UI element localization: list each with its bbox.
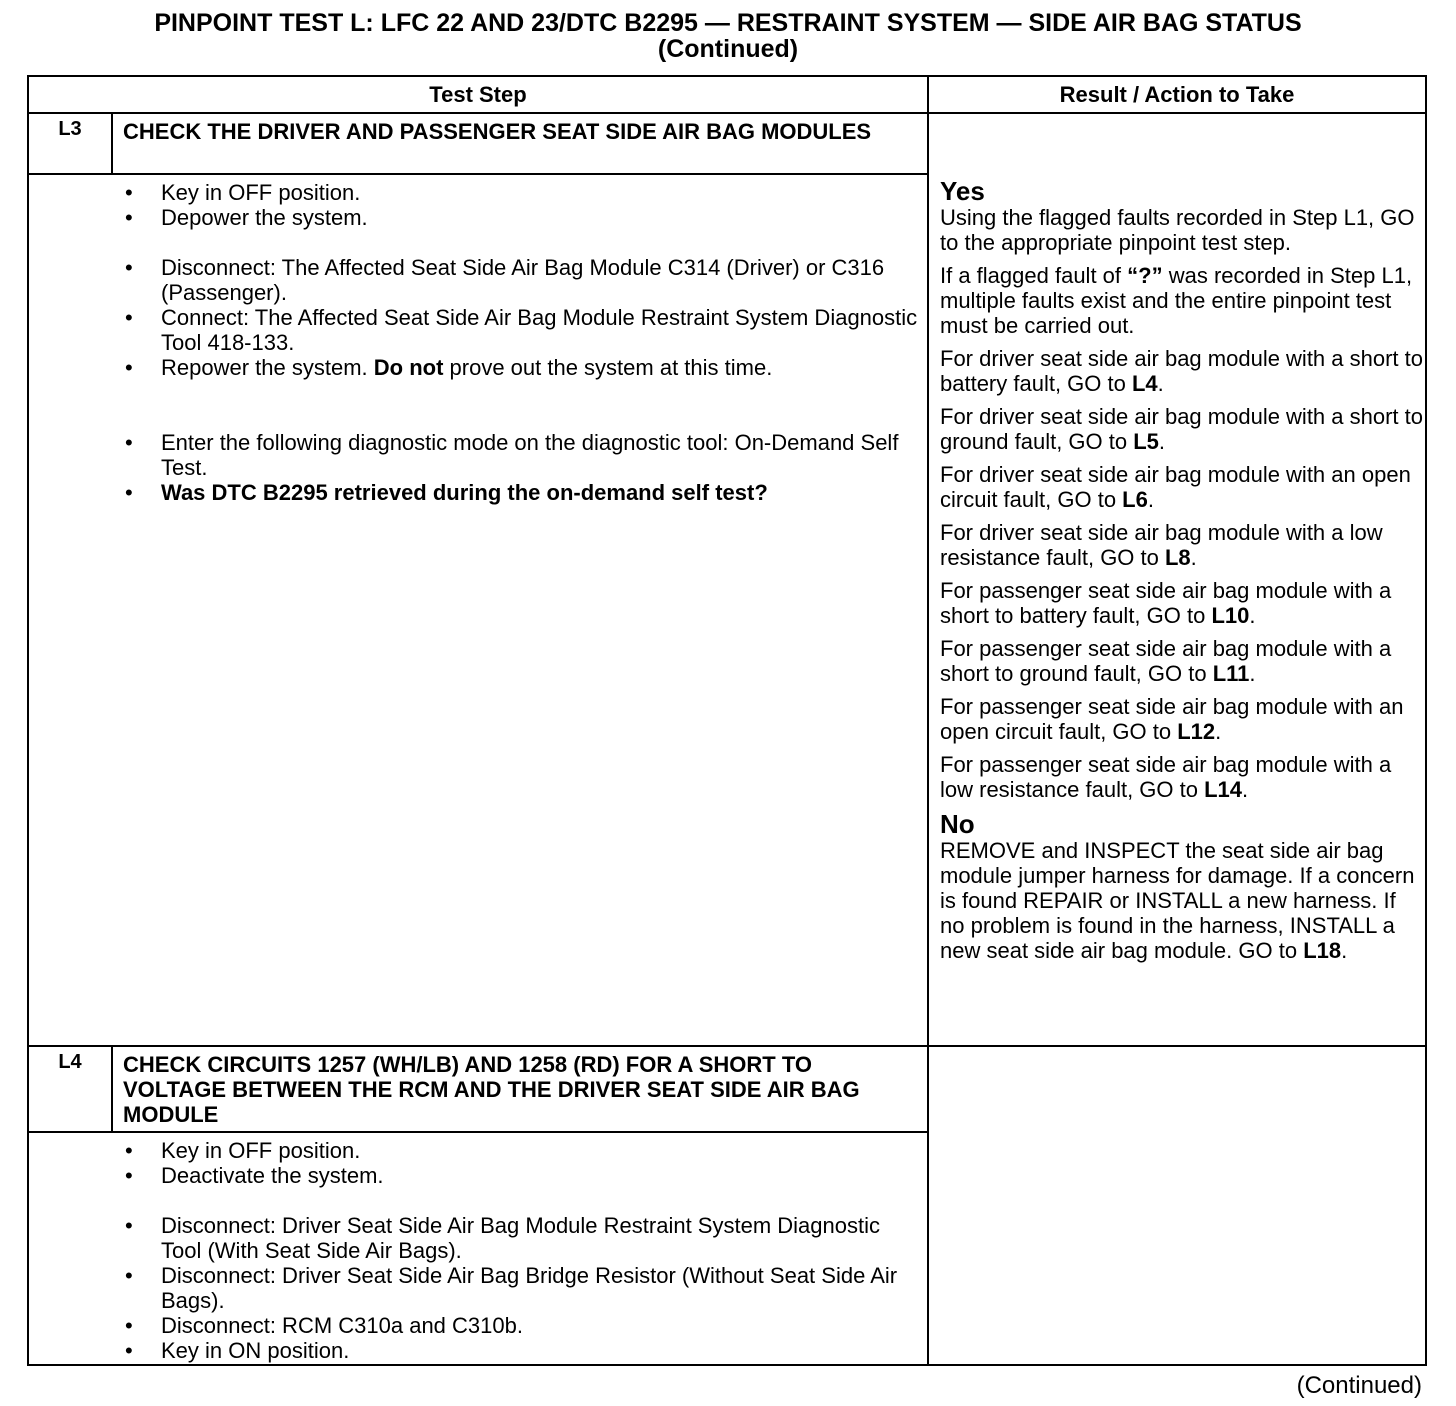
answer-no-label: No [940,809,975,839]
action-item: • Disconnect: Driver Seat Side Air Bag Module Restraint System Diagnostic Tool (With Seat Side Air Bags). [121,1213,921,1263]
action-item: • Deactivate the system. [121,1163,921,1188]
yes-intro: Using the flagged faults recorded in Step L1, GO to the appropriate pinpoint test step. [940,205,1415,255]
goto-text: For passenger seat side air bag module with a short to ground fault, GO to [940,636,1392,686]
goto-text: For driver seat side air bag module with a short to battery fault, GO to [940,346,1424,396]
action-item: • Enter the following diagnostic mode on the diagnostic tool: On-Demand Self Test. [121,430,921,480]
step-id-l4: L4 [58,1051,82,1073]
no-target: L18 [1303,938,1342,963]
goto-item: For driver seat side air bag module with a short to battery fault, GO to L4. [940,346,1424,396]
step-actions-l3 [121,180,921,505]
pinpoint-test-table [27,75,1427,1366]
step-id-divider-l4 [111,1047,113,1133]
no-text: REMOVE and INSPECT the seat side air bag module jumper harness for damage. If a concern is found REPAIR or INSTALL a new harness. If no problem is found in the harness, INSTALL a new seat side air bag module. GO to [940,838,1415,963]
title-line-1: PINPOINT TEST L: LFC 22 AND 23/DTC B2295 — RESTRAINT SYSTEM — SIDE AIR BAG STATUS [154,9,1302,37]
action-text: Repower the system. [161,355,374,380]
goto-target: L6 [1122,487,1148,512]
action-item: • Depower the system. [121,205,921,230]
l3-title-divider [29,173,927,175]
goto-text: For driver seat side air bag module with a short to ground fault, GO to [940,404,1424,454]
goto-item: For driver seat side air bag module with an open circuit fault, GO to L6. [940,462,1411,512]
goto-item: For passenger seat side air bag module with a low resistance fault, GO to L14. [940,752,1392,802]
goto-text: For passenger seat side air bag module with a low resistance fault, GO to [940,752,1392,802]
step-title-l4: CHECK CIRCUITS 1257 (WH/LB) AND 1258 (RD) FOR A SHORT TO VOLTAGE BETWEEN THE RCM AND THE DRIVER SEAT SIDE AIR BAG MODULE [123,1052,860,1127]
header-test-step: Test Step [429,82,527,107]
continued-note: (Continued) [1296,1372,1422,1399]
goto-item: For passenger seat side air bag module with an open circuit fault, GO to L12. [940,694,1404,744]
goto-text: For passenger seat side air bag module with an open circuit fault, GO to [940,694,1404,744]
goto-target: L14 [1204,777,1243,802]
page-title [0,10,1456,62]
goto-text: For driver seat side air bag module with an open circuit fault, GO to [940,462,1411,512]
goto-target: L5 [1133,429,1159,454]
action-question [121,480,921,505]
title-line-2: (Continued) [657,35,799,63]
action-item [121,355,921,380]
no-action: REMOVE and INSPECT the seat side air bag module jumper harness for damage. If a concern is found REPAIR or INSTALL a new harness. If no problem is found in the harness, INSTALL a new seat side air bag module. GO to L18. [940,838,1415,963]
action-emphasis: Do not [373,355,444,380]
step-title-l3: CHECK THE DRIVER AND PASSENGER SEAT SIDE AIR BAG MODULES [123,119,872,144]
goto-item: For driver seat side air bag module with a low resistance fault, GO to L8. [940,520,1383,570]
note-text: was recorded in Step L1, multiple faults exist and the entire pinpoint test must be carried out. [940,263,1413,338]
step-actions-l4 [121,1138,921,1363]
goto-target: L11 [1212,661,1250,686]
answer-yes-label: Yes [940,176,985,206]
header-result: Result / Action to Take [1059,82,1295,107]
flagged-fault-note [940,263,1425,338]
goto-item: For passenger seat side air bag module with a short to battery fault, GO to L10. [940,578,1392,628]
column-divider [927,77,929,1364]
note-symbol: “?” [1127,263,1163,288]
goto-target: L10 [1211,603,1250,628]
goto-text: For passenger seat side air bag module with a short to battery fault, GO to [940,578,1392,628]
action-item: • Disconnect: Driver Seat Side Air Bag Bridge Resistor (Without Seat Side Air Bags). [121,1263,921,1313]
action-item: • Connect: The Affected Seat Side Air Bag Module Restraint System Diagnostic Tool 418-133. [121,305,921,355]
goto-text: For driver seat side air bag module with a low resistance fault, GO to [940,520,1383,570]
action-item: • Key in OFF position. [121,180,921,205]
l3-l4-divider [29,1045,1425,1047]
goto-target: L12 [1177,719,1216,744]
action-item: • Disconnect: RCM C310a and C310b. [121,1313,921,1338]
result-l3 [940,177,1425,971]
goto-target: L8 [1164,545,1191,570]
step-id-divider-l3 [111,114,113,175]
step-id-l3: L3 [58,118,82,140]
action-item: • Key in ON position. [121,1338,921,1363]
goto-item: For driver seat side air bag module with a short to ground fault, GO to L5. [940,404,1424,454]
note-text: If a flagged fault of [940,263,1128,288]
action-item: • Disconnect: The Affected Seat Side Air Bag Module C314 (Driver) or C316 (Passenger). [121,255,921,305]
goto-target: L4 [1131,371,1158,396]
question-text: Was DTC B2295 retrieved during the on-demand self test? [161,480,768,505]
action-item: • Key in OFF position. [121,1138,921,1163]
l4-title-divider [29,1131,927,1133]
goto-item: For passenger seat side air bag module with a short to ground fault, GO to L11. [940,636,1392,686]
action-text: prove out the system at this time. [443,355,773,380]
